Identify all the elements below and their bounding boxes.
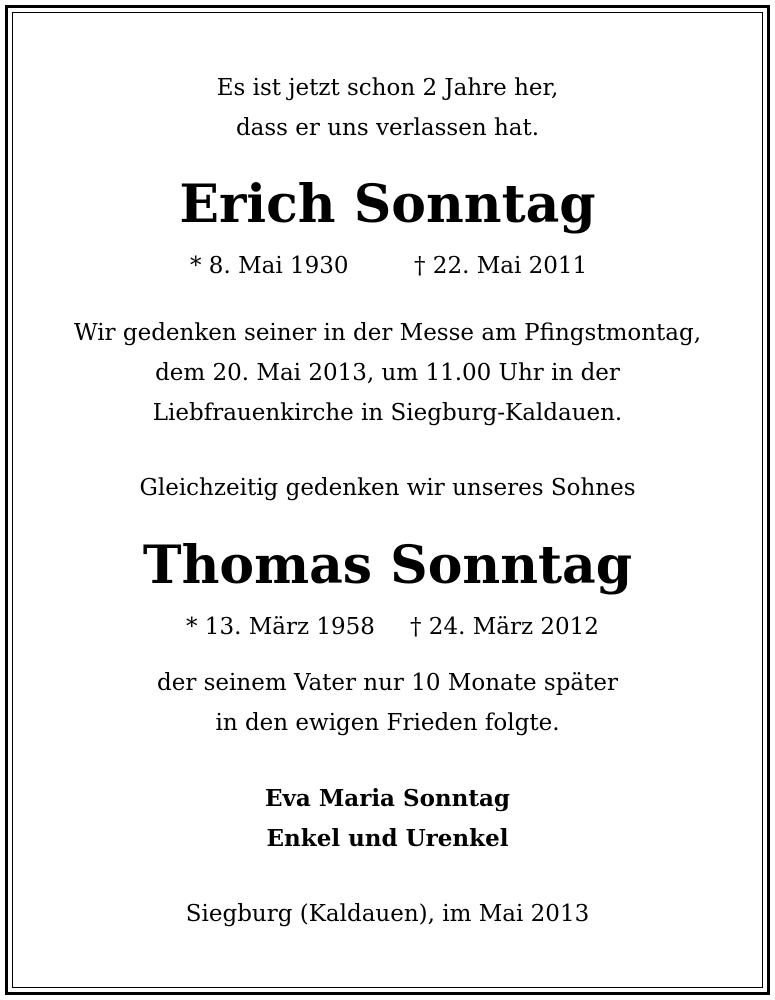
mourner-relatives: Enkel und Urenkel xyxy=(266,825,509,852)
life-dates-erich xyxy=(0,251,775,281)
deceased-name-thomas: Thomas Sonntag xyxy=(142,535,633,596)
birth-date: * 13. März 1958 xyxy=(186,614,375,640)
intro-line-1: Es ist jetzt schon 2 Jahre her, xyxy=(216,75,559,101)
followed-line-2: in den ewigen Frieden folgte. xyxy=(215,710,560,736)
mourner-name: Eva Maria Sonntag xyxy=(265,785,510,812)
place-and-date: Siegburg (Kaldauen), im Mai 2013 xyxy=(185,901,590,927)
death-date: † 24. März 2012 xyxy=(410,614,599,640)
deceased-name-erich: Erich Sonntag xyxy=(179,174,596,235)
mass-line-1: Wir gedenken seiner in der Messe am Pfingstmontag, xyxy=(73,320,702,346)
birth-date: * 8. Mai 1930 xyxy=(190,253,349,279)
life-dates-thomas xyxy=(0,612,775,642)
mass-line-3: Liebfrauenkirche in Siegburg-Kaldauen. xyxy=(152,400,623,426)
followed-line-1: der seinem Vater nur 10 Monate später xyxy=(156,670,618,696)
mass-line-2: dem 20. Mai 2013, um 11.00 Uhr in der xyxy=(155,360,620,386)
death-date: † 22. Mai 2011 xyxy=(414,253,588,279)
intro-line-2: dass er uns verlassen hat. xyxy=(235,115,540,141)
also-remember-line: Gleichzeitig gedenken wir unseres Sohnes xyxy=(139,475,636,501)
